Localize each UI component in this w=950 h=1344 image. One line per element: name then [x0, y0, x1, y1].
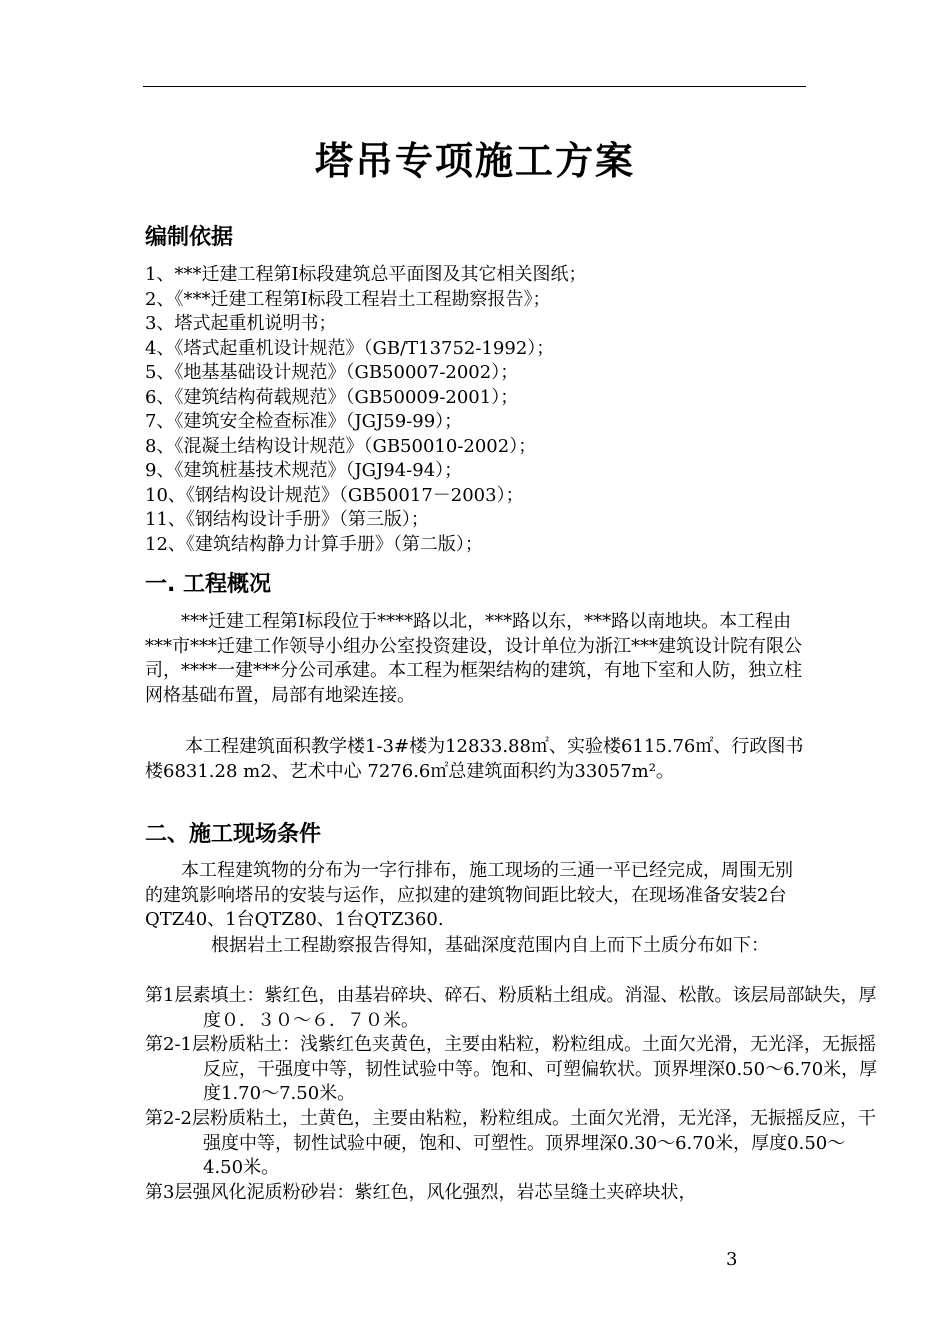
site-paragraph-2: 根据岩土工程勘察报告得知，基础深度范围内自上而下土质分布如下： [211, 935, 769, 956]
list-item: 3、塔式起重机说明书； [145, 313, 337, 334]
overview-paragraph-2: 本工程建筑面积教学楼1-3#楼为12833.88㎡、实验楼6115.76㎡、行政图书楼6831.28 m2、艺术中心 7276.6㎡总建筑面积约为33057m²。 [145, 736, 804, 782]
list-item: 6、《建筑结构荷载规范》（GB50009-2001）； [145, 386, 519, 408]
list-item: 2、《***迁建工程第Ⅰ标段工程岩土工程勘察报告》； [145, 288, 551, 310]
section-heading-overview: 一. 工程概况 [145, 572, 272, 597]
list-item: 9、《建筑桩基技术规范》（JGJ94-94）； [145, 460, 463, 481]
page-number: 3 [726, 1249, 738, 1270]
soil-layer-2-2: 第2-2层粉质粘土，土黄色，主要由粘粒，粉粒组成。土面欠光滑，无光泽，无振摇反应，干强度中等，韧性试验中硬，饱和、可塑性。顶界埋深0.30～6.70米，厚度0.50～4.50米。 [145, 1108, 876, 1178]
site-paragraph-1: 本工程建筑物的分布为一字行排布，施工现场的三通一平已经完成，周围无别的建筑影响塔吊的安装与运作，应拟建的建筑物间距比较大，在现场准备安装2台QTZ40、1台QTZ80、1台QTZ360. [145, 860, 793, 930]
overview-paragraph-1: ***迁建工程第Ⅰ标段位于****路以北，***路以东，***路以南地块。本工程由***市***迁建工作领导小组办公室投资建设，设计单位为浙江***建筑设计院有限公司，****一建***分公司承建。本工程为框架结构的建筑，有地下室和人防，独立柱网格基础布置，局部有地梁连接。 [145, 611, 802, 706]
list-item: 7、《建筑安全检查标准》（JGJ59-99）； [145, 411, 463, 432]
header-rule [143, 86, 806, 87]
section-heading-basis: 编制依据 [145, 225, 234, 250]
list-item: 11、《钢结构设计手册》（第三版）； [145, 509, 429, 530]
soil-layer-2-1: 第2-1层粉质粘土：浅紫红色夹黄色，主要由粘粒，粉粒组成。土面欠光滑，无光泽，无振摇反应，干强度中等，韧性试验中等。饱和、可塑偏软状。顶界埋深0.50～6.70米，厚度1.70～7.50米。 [145, 1034, 878, 1104]
list-item: 12、《建筑结构静力计算手册》（第二版）； [145, 533, 483, 555]
reference-list [145, 263, 587, 557]
list-item: 5、《地基基础设计规范》（GB50007-2002）； [145, 362, 519, 383]
list-item: 4、《塔式起重机设计规范》（GB/T13752-1992）； [145, 337, 555, 359]
list-item: 8、《混凝土结构设计规范》（GB50010-2002）； [145, 435, 537, 457]
list-item: 10、《钢结构设计规范》（GB50017－2003）； [145, 484, 524, 506]
list-item: 1、***迁建工程第Ⅰ标段建筑总平面图及其它相关图纸； [145, 264, 587, 285]
section-heading-site: 二、施工现场条件 [145, 822, 322, 847]
document-title: 塔吊专项施工方案 [314, 139, 635, 183]
soil-layer-1: 第1层素填土：紫红色，由基岩碎块、碎石、粉质粘土组成。消湿、松散。该层局部缺失，厚度０．３０～６．７０米。 [145, 985, 877, 1031]
soil-layer-3: 第3层强风化泥质粉砂岩：紫红色，风化强烈，岩芯呈缝土夹碎块状， [145, 1182, 697, 1203]
